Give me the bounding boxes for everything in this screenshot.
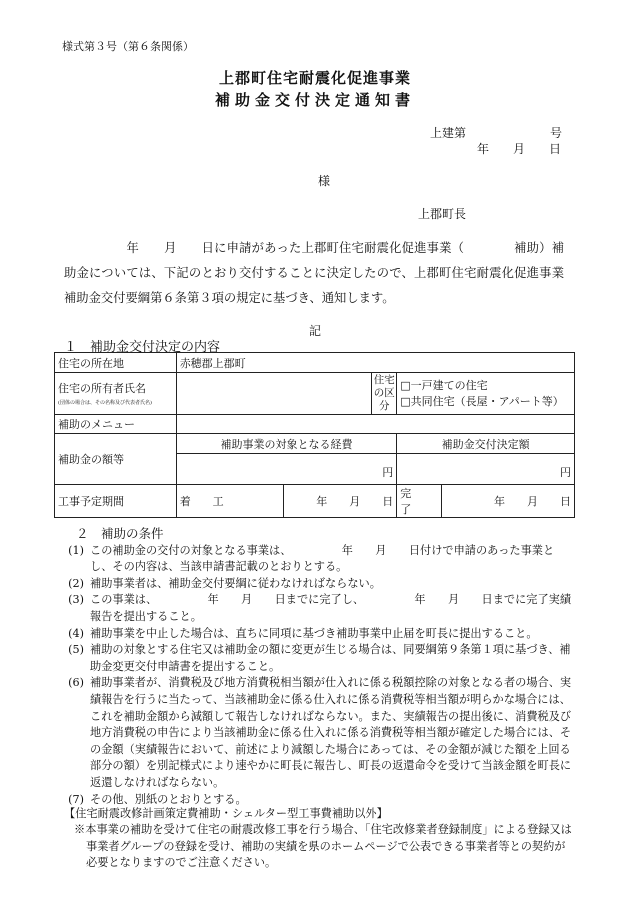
house-kind-label: 住宅の区分 — [372, 373, 397, 415]
condition-item — [64, 642, 574, 675]
schedule-label: 工事予定期間 — [55, 485, 177, 518]
note-heading: 【住宅耐震改修計画策定費補助・シェルター型工事費補助以外】 — [64, 807, 388, 820]
condition-item — [64, 626, 574, 643]
body-paragraph: 年 月 日に申請があった上郡町住宅耐震化促進事業（ 補助）補助金については、下記のとおり交付することに決定したので、上郡町住宅耐震化促進事業補助金交付要綱第６条第３項の規定に基づき、通知します。 — [64, 241, 564, 305]
document-title-line1: 上郡町住宅耐震化促進事業 — [218, 69, 411, 87]
decision-header: 補助金交付決定額 — [397, 434, 575, 454]
start-label: 着 工 — [176, 485, 284, 518]
location-value: 赤穂郡上郡町 — [176, 353, 574, 373]
condition-number: (6) — [68, 676, 84, 690]
cost-header: 補助事業の対象となる経費 — [176, 434, 397, 454]
condition-number: (1) — [68, 543, 84, 557]
conditions-section — [64, 526, 574, 808]
owner-note: (団体の場合は、その名称及び代表者氏名) — [58, 400, 152, 406]
owner-label-cell — [55, 373, 177, 415]
section2-title: ２ 補助の条件 — [76, 526, 164, 541]
decision-yen: 円 — [397, 454, 575, 485]
condition-item — [64, 576, 574, 593]
condition-text: その他、別紙のとおりとする。 — [90, 792, 247, 806]
section1-title: １ 補助金交付決定の内容 — [64, 340, 221, 355]
house-kind-options — [397, 373, 575, 415]
condition-text: 補助事業者は、補助金交付要綱に従わなければならない。 — [90, 576, 381, 590]
condition-item — [64, 543, 574, 576]
amount-label: 補助金の額等 — [55, 434, 177, 485]
document-date: 年 月 日 — [477, 142, 562, 156]
decision-table — [54, 352, 575, 518]
start-date: 年 月 日 — [284, 485, 397, 518]
document-number: 上建第 号 — [430, 126, 563, 140]
condition-text: この事業は、 年 月 日までに完了し、 年 月 日までに完了実績報告を提出すること。 — [90, 593, 572, 623]
owner-value[interactable] — [176, 373, 372, 415]
house-kind-detached-checkbox[interactable]: □一戸建ての住宅 — [400, 378, 488, 392]
menu-value[interactable] — [176, 415, 574, 434]
ki-mark: 記 — [309, 324, 322, 338]
recipient-suffix: 様 — [318, 174, 331, 188]
note-text: ※本事業の補助を受けて住宅の耐震改修工事を行う場合、「住宅改修業者登録制度」による登録又は事業者グループの登録を受け、補助の実績を県のホームページで公表できる事業者等との契約が必要となりますのでご注意ください。 — [74, 823, 572, 870]
owner-label: 住宅の所有者氏名 — [58, 382, 146, 395]
conditions-list — [64, 543, 574, 809]
condition-number: (4) — [68, 626, 84, 640]
condition-item — [64, 592, 574, 625]
condition-text: この補助金の交付の対象となる事業は、 年 月 日付けで申請のあった事業とし、その内容は、当該申請書記載のとおりとする。 — [90, 543, 555, 574]
note-section — [64, 806, 574, 872]
condition-text: 補助の対象とする住宅又は補助金の額に変更が生じる場合は、同要綱第９条第１項に基づき、補助金変更交付申請書を提出すること。 — [90, 643, 571, 673]
end-date: 年 月 日 — [442, 485, 575, 518]
form-number: 様式第３号（第６条関係） — [62, 40, 194, 53]
condition-item — [64, 675, 574, 791]
condition-number: (7) — [68, 792, 84, 806]
condition-number: (3) — [68, 593, 84, 607]
document-title-line2: 補助金交付決定通知書 — [214, 91, 415, 109]
cost-yen: 円 — [176, 454, 397, 485]
condition-number: (2) — [68, 576, 84, 590]
menu-label: 補助のメニュー — [55, 415, 177, 434]
house-kind-shared-checkbox[interactable]: □共同住宅（長屋・アパート等） — [400, 394, 564, 408]
issuer: 上郡町長 — [418, 207, 467, 221]
condition-text: 補助事業を中止した場合は、直ちに同項に基づき補助事業中止届を町長に提出すること。 — [90, 626, 538, 640]
location-label: 住宅の所在地 — [55, 353, 177, 373]
condition-number: (5) — [68, 643, 84, 657]
condition-text: 補助事業者が、消費税及び地方消費税相当額が仕入れに係る税額控除の対象となる者の場合、実績報告を行うに当たって、当該補助金に係る仕入れに係る消費税等相当額が明らかな場合には、これを補助金額から減額して報告しなければならない。また、実績報告の提出後に、消費税及び地方消費税の申告により当該補助金に係る仕入れに係る消費税等相当額が確定した場合には、その金額（実績報告において、前述により減額した場合にあっては、その金額が減じた額を上回る部分の額）を別記様式により速やかに町長に報告し、町長の返還命令を受けて当該金額を町長に返還しなければならない。 — [90, 676, 572, 789]
end-label: 完 了 — [397, 485, 442, 518]
